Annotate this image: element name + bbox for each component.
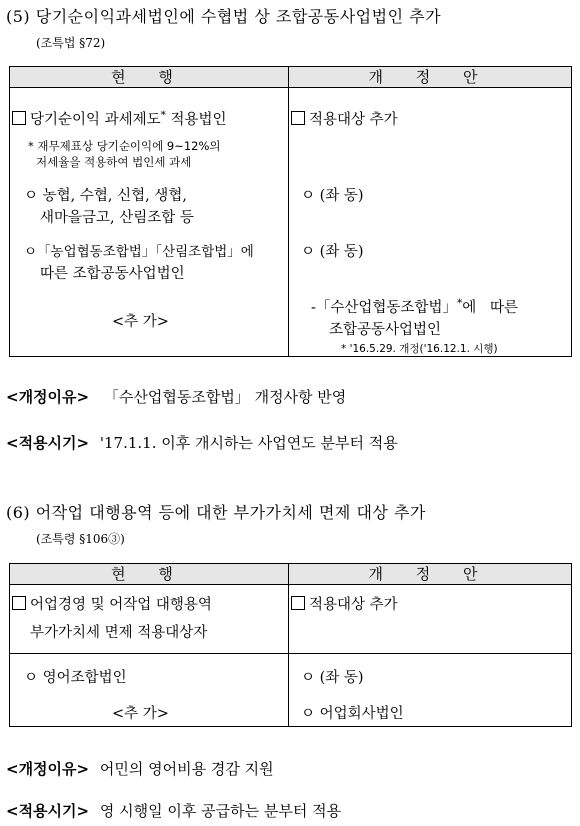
checkbox-icon xyxy=(12,111,26,125)
proposed-row4-note: * '16.5.29. 개정('16.12.1. 시행) xyxy=(341,343,498,355)
current-row3b: 따른 조합공동사업법인 xyxy=(40,266,185,282)
current-row1b: 부가가치세 면제 적용대상자 xyxy=(30,625,208,641)
footnote-line1: * 재무제표상 당기순이익에 9~12%의 xyxy=(28,139,221,153)
checkbox-icon xyxy=(291,596,305,610)
checkbox-icon xyxy=(12,596,26,610)
current-row2b: 새마을금고, 산림조합 등 xyxy=(40,210,194,226)
current-row4: <추 가> xyxy=(112,314,169,330)
checkbox-icon xyxy=(291,111,305,125)
proposed-header: 개 정 안 xyxy=(289,564,572,585)
current-header: 현 행 xyxy=(10,564,289,585)
footnote-line2: 저세율을 적용하여 법인세 과세 xyxy=(36,155,192,169)
section5-table xyxy=(9,66,572,357)
current-row3a: ㅇ「농업협동조합법」「산림조합법」에 xyxy=(24,244,254,260)
section6-reference: (조특령 §106③) xyxy=(36,532,125,546)
current-row3: <추 가> xyxy=(112,706,169,722)
proposed-row4a: -「수산업협동조합법」*에 따른 xyxy=(311,297,519,316)
proposed-row4b: 조합공동사업법인 xyxy=(329,322,442,338)
current-row1: 당기순이익 과세제도* 적용법인 xyxy=(12,108,227,129)
proposed-row3: ㅇ 어업회사법인 xyxy=(301,706,404,722)
current-header: 현 행 xyxy=(10,67,289,88)
section6-effective-date: <적용시기> 영 시행일 이후 공급하는 분부터 적용 xyxy=(6,802,342,820)
proposed-header: 개 정 안 xyxy=(289,67,572,88)
proposed-row1: 적용대상 추가 xyxy=(291,108,398,129)
section6-title: (6) 어작업 대행용역 등에 대한 부가가치세 면제 대상 추가 xyxy=(6,503,426,522)
proposed-row2: ㅇ (좌 동) xyxy=(301,670,364,686)
section5-reference: (조특법 §72) xyxy=(36,36,106,50)
proposed-row1: 적용대상 추가 xyxy=(291,593,398,614)
section5-reason: <개정이유> 「수산업협동조합법」 개정사항 반영 xyxy=(6,388,347,406)
proposed-row3: ㅇ (좌 동) xyxy=(301,244,364,260)
section5-title: (5) 당기순이익과세법인에 수협법 상 조합공동사업법인 추가 xyxy=(6,7,442,26)
section6-table xyxy=(9,563,572,727)
section6-reason: <개정이유> 어민의 영어비용 경감 지원 xyxy=(6,760,274,778)
current-row2a: ㅇ 농협, 수협, 신협, 생협, xyxy=(24,188,187,204)
proposed-row2: ㅇ (좌 동) xyxy=(301,188,364,204)
current-row2: ㅇ 영어조합법인 xyxy=(24,670,127,686)
current-row1a: 어업경영 및 어작업 대행용역 xyxy=(12,593,212,614)
section5-effective-date: <적용시기> '17.1.1. 이후 개시하는 사업연도 분부터 적용 xyxy=(6,434,398,452)
